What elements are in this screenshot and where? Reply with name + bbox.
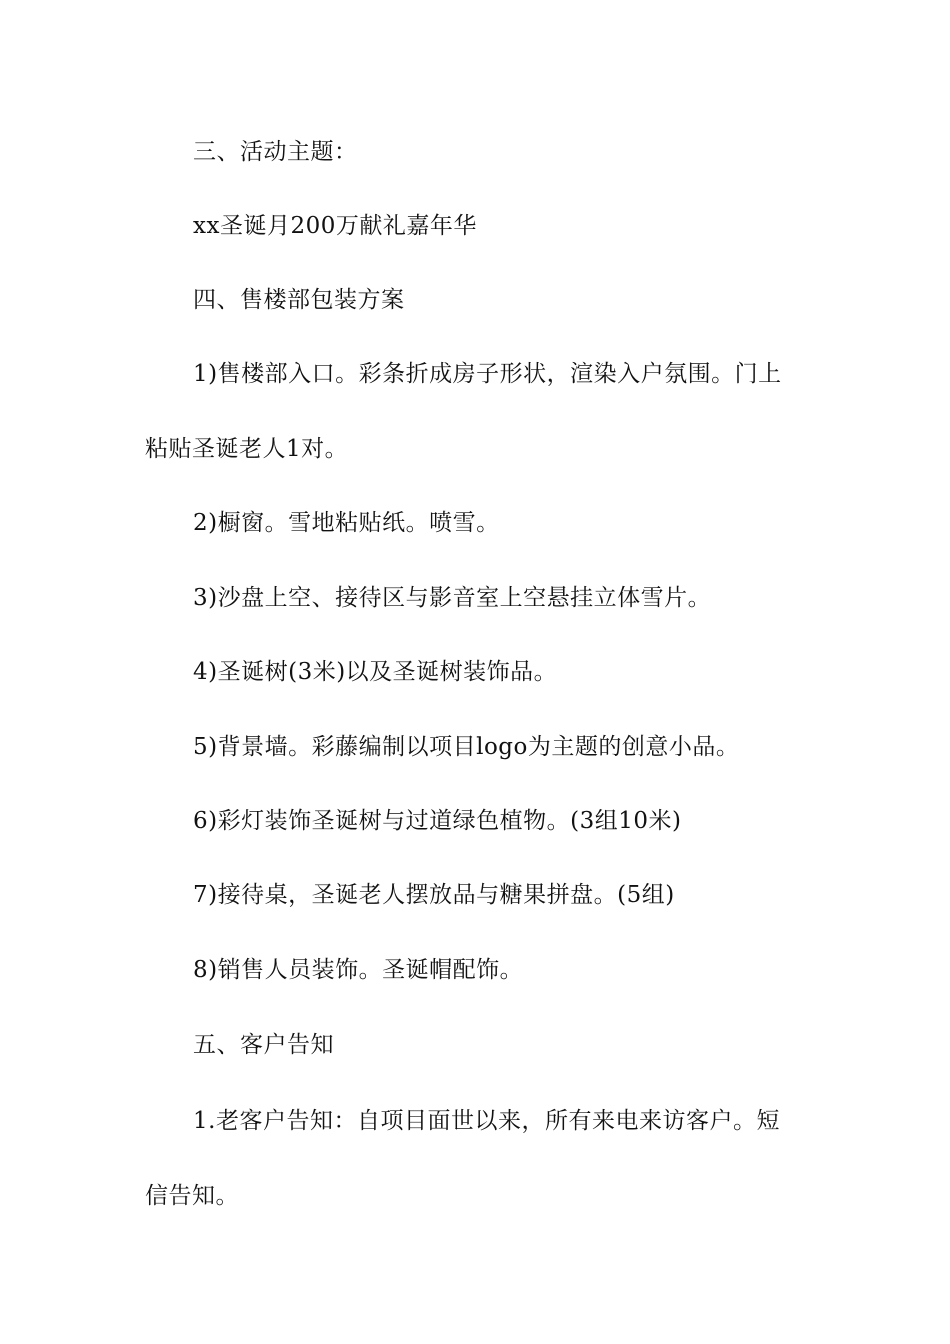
list-item-1-line-2: 粘贴圣诞老人1对。 xyxy=(145,436,349,462)
customer-notice-item-1-line-2: 信告知。 xyxy=(145,1183,239,1209)
list-item-6: 6)彩灯装饰圣诞树与过道绿色植物。(3组10米) xyxy=(193,808,682,834)
list-item-7: 7)接待桌，圣诞老人摆放品与糖果拼盘。(5组) xyxy=(193,882,675,908)
list-item-4: 4)圣诞树(3米)以及圣诞树装饰品。 xyxy=(193,659,558,685)
activity-theme-text: xx圣诞月200万献礼嘉年华 xyxy=(193,213,477,239)
section-heading-activity-theme: 三、活动主题： xyxy=(193,139,358,165)
customer-notice-item-1-line-1: 1.老客户告知：自项目面世以来，所有来电来访客户。短 xyxy=(193,1108,780,1134)
section-heading-customer-notice: 五、客户告知 xyxy=(193,1032,334,1058)
list-item-1-line-1: 1)售楼部入口。彩条折成房子形状，渲染入户氛围。门上 xyxy=(193,361,782,387)
list-item-8: 8)销售人员装饰。圣诞帽配饰。 xyxy=(193,957,524,983)
list-item-2: 2)橱窗。雪地粘贴纸。喷雪。 xyxy=(193,510,500,536)
list-item-3: 3)沙盘上空、接待区与影音室上空悬挂立体雪片。 xyxy=(193,585,712,611)
list-item-5: 5)背景墙。彩藤编制以项目logo为主题的创意小品。 xyxy=(193,734,740,760)
section-heading-sales-office-decoration: 四、售楼部包装方案 xyxy=(193,287,405,313)
